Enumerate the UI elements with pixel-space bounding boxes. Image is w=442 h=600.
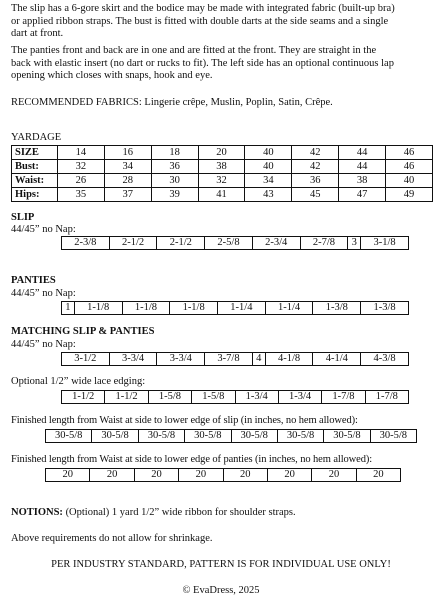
table-cell: 2-5/8 [205, 237, 253, 250]
table-cell: 30-5/8 [185, 430, 231, 443]
table-cell: 37 [104, 188, 151, 202]
intro-paragraph [11, 3, 436, 41]
panties-length-label: Finished length from Waist at side to lower edge of panties (in inches, no hem allowed): [11, 454, 373, 465]
row-label: SIZE [12, 146, 58, 160]
table-cell: 42 [292, 146, 339, 160]
table-row [46, 430, 417, 443]
notions-line [11, 507, 296, 520]
table-cell: 36 [292, 174, 339, 188]
panties-line: The panties front and back are in one and are fitted at the front. They are straight in the [11, 45, 377, 56]
table-cell: 18 [151, 146, 198, 160]
panties-length-table [45, 468, 401, 482]
intro-line: dart at front. [11, 28, 64, 40]
table-cell: 39 [151, 188, 198, 202]
table-cell: 44 [339, 146, 386, 160]
table-cell: 41 [198, 188, 245, 202]
table-cell: 32 [57, 160, 104, 174]
table-cell: 45 [292, 188, 339, 202]
table-cell: 44 [339, 160, 386, 174]
table-cell: 1-7/8 [322, 391, 365, 404]
size-table [11, 145, 433, 202]
table-cell: 40 [245, 160, 292, 174]
table-cell: 40 [386, 174, 433, 188]
table-cell: 20 [223, 469, 267, 482]
table-cell: 30-5/8 [46, 430, 92, 443]
size-table-row [12, 174, 433, 188]
table-cell: 26 [57, 174, 104, 188]
table-cell: 4-3/8 [361, 353, 409, 366]
table-cell: 20 [267, 469, 311, 482]
table-cell: 20 [46, 469, 90, 482]
table-cell: 40 [245, 146, 292, 160]
table-cell: 1-1/2 [105, 391, 148, 404]
panties-title: PANTIES [11, 275, 56, 286]
table-cell: 1-1/2 [62, 391, 105, 404]
recommended-fabrics: RECOMMENDED FABRICS: Lingerie crêpe, Muslin, Poplin, Satin, Crêpe. [11, 97, 333, 108]
table-cell: 4-1/4 [313, 353, 361, 366]
table-cell: 20 [356, 469, 400, 482]
table-cell: 4 [252, 353, 265, 366]
table-cell: 1-3/4 [235, 391, 278, 404]
panties-table [61, 301, 409, 315]
table-cell: 2-1/2 [157, 237, 205, 250]
table-cell: 1-3/4 [278, 391, 321, 404]
table-cell: 1-1/8 [122, 302, 170, 315]
shrinkage-note: Above requirements do not allow for shrinkage. [11, 533, 213, 544]
panties-line: back with elastic insert (no dart or rucks to fit). The left side has an optional continuous lap [11, 57, 394, 69]
table-row [62, 353, 409, 366]
table-cell: 3-1/2 [62, 353, 110, 366]
table-cell: 2-3/4 [252, 237, 300, 250]
table-cell: 30-5/8 [324, 430, 370, 443]
table-cell: 3-1/8 [361, 237, 409, 250]
panties-line: opening which closes with snaps, hook and eye. [11, 70, 213, 82]
size-table-row [12, 188, 433, 202]
table-cell: 47 [339, 188, 386, 202]
table-row [62, 237, 409, 250]
table-cell: 1-5/8 [148, 391, 191, 404]
size-table-row [12, 160, 433, 174]
row-label: Bust: [12, 160, 58, 174]
table-cell: 2-3/8 [62, 237, 110, 250]
table-cell: 34 [104, 160, 151, 174]
table-cell: 20 [90, 469, 134, 482]
table-cell: 2-7/8 [300, 237, 348, 250]
table-cell: 4-1/8 [265, 353, 313, 366]
matching-title: MATCHING SLIP & PANTIES [11, 326, 155, 337]
table-cell: 32 [198, 174, 245, 188]
intro-line: The slip has a 6-gore skirt and the bodice may be made with integrated fabric (built-up bra) [11, 3, 395, 14]
table-cell: 35 [57, 188, 104, 202]
table-cell: 1-1/8 [74, 302, 122, 315]
table-cell: 1-1/4 [218, 302, 266, 315]
row-label: Hips: [12, 188, 58, 202]
table-cell: 1-7/8 [365, 391, 408, 404]
slip-subtitle: 44/45” no Nap: [11, 224, 76, 235]
table-cell: 20 [312, 469, 356, 482]
table-cell: 46 [386, 160, 433, 174]
table-cell: 30-5/8 [92, 430, 138, 443]
table-cell: 34 [245, 174, 292, 188]
table-row [62, 391, 409, 404]
slip-title: SLIP [11, 212, 35, 223]
table-cell: 38 [339, 174, 386, 188]
table-row [46, 469, 401, 482]
table-cell: 1-5/8 [192, 391, 235, 404]
panties-subtitle: 44/45” no Nap: [11, 288, 76, 299]
table-cell: 1 [62, 302, 75, 315]
table-cell: 20 [198, 146, 245, 160]
industry-notice: PER INDUSTRY STANDARD, PATTERN IS FOR INDIVIDUAL USE ONLY! [51, 559, 391, 570]
table-cell: 28 [104, 174, 151, 188]
matching-subtitle: 44/45” no Nap: [11, 339, 76, 350]
table-cell: 30 [151, 174, 198, 188]
table-row [62, 302, 409, 315]
table-cell: 1-1/4 [265, 302, 313, 315]
table-cell: 43 [245, 188, 292, 202]
table-cell: 42 [292, 160, 339, 174]
table-cell: 36 [151, 160, 198, 174]
table-cell: 3-3/4 [157, 353, 205, 366]
table-cell: 49 [386, 188, 433, 202]
table-cell: 20 [179, 469, 223, 482]
table-cell: 20 [134, 469, 178, 482]
table-cell: 2-1/2 [109, 237, 157, 250]
table-cell: 46 [386, 146, 433, 160]
matching-table [61, 352, 409, 366]
lace-label: Optional 1/2” wide lace edging: [11, 376, 146, 387]
table-cell: 38 [198, 160, 245, 174]
table-cell: 14 [57, 146, 104, 160]
row-label: Waist: [12, 174, 58, 188]
panties-paragraph [11, 45, 436, 83]
slip-length-table [45, 429, 417, 443]
table-cell: 3-3/4 [109, 353, 157, 366]
table-cell: 30-5/8 [370, 430, 416, 443]
table-cell: 1-1/8 [170, 302, 218, 315]
yardage-title: YARDAGE [11, 132, 62, 143]
slip-table [61, 236, 409, 250]
slip-length-label: Finished length from Waist at side to lower edge of slip (in inches, no hem allowed): [11, 415, 358, 426]
notions-text: (Optional) 1 yard 1/2” wide ribbon for shoulder straps. [62, 507, 296, 518]
lace-table [61, 390, 409, 404]
table-cell: 1-3/8 [313, 302, 361, 315]
table-cell: 1-3/8 [361, 302, 409, 315]
table-cell: 30-5/8 [138, 430, 184, 443]
table-cell: 30-5/8 [277, 430, 323, 443]
copyright: © EvaDress, 2025 [182, 585, 260, 596]
table-cell: 3 [348, 237, 361, 250]
table-cell: 16 [104, 146, 151, 160]
notions-label: NOTIONS: [11, 507, 63, 518]
size-table-row [12, 146, 433, 160]
table-cell: 3-7/8 [205, 353, 253, 366]
intro-line: or applied ribbon straps. The bust is fitted with double darts at the side seams and a single [11, 15, 389, 27]
table-cell: 30-5/8 [231, 430, 277, 443]
